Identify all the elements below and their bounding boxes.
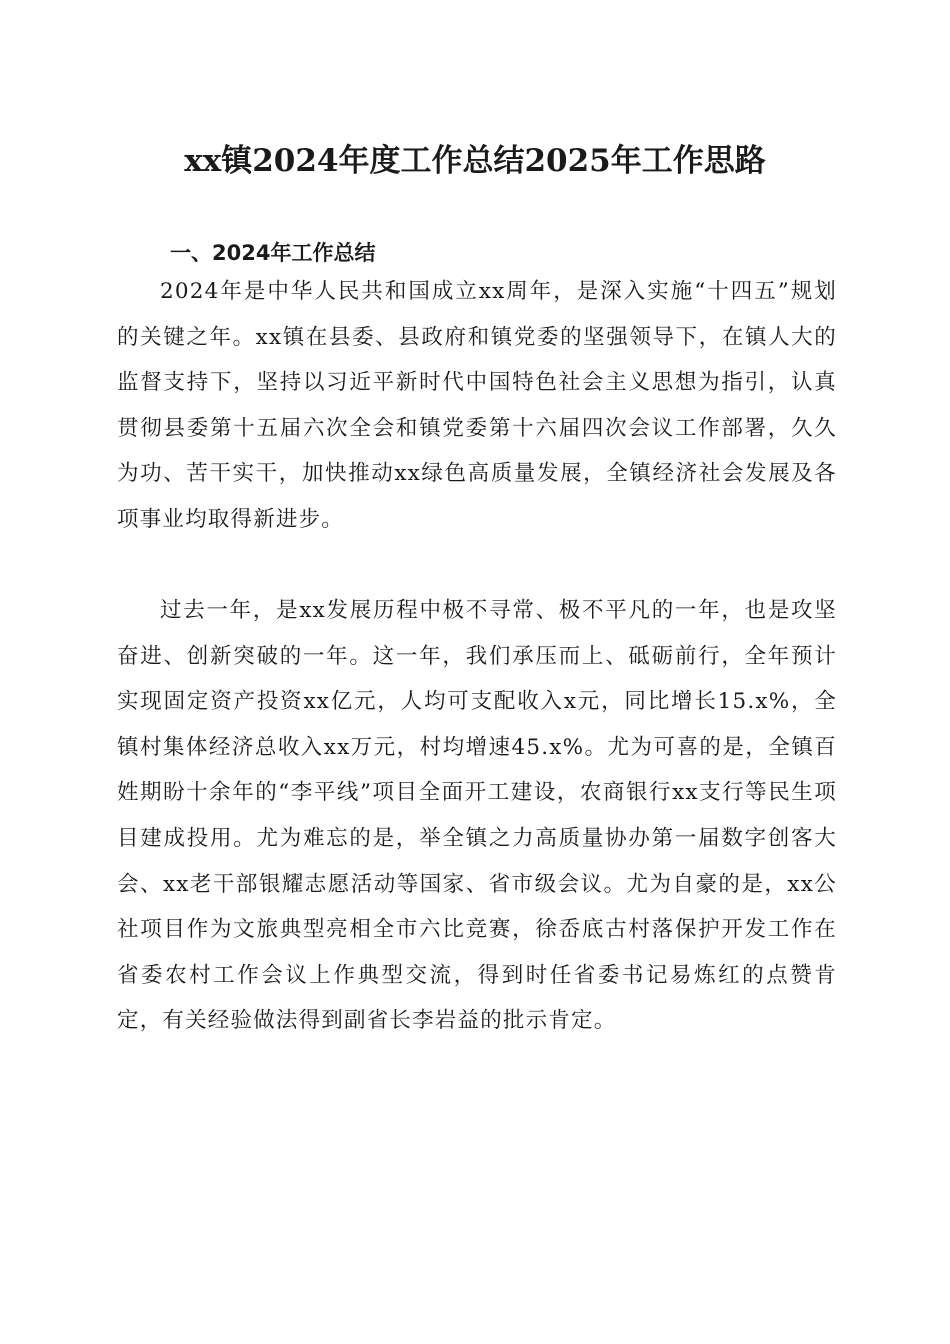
document-title: xx镇2024年度工作总结2025年工作思路: [184, 143, 766, 179]
paragraph-2: 过去一年，是xx发展历程中极不寻常、极不平凡的一年，也是攻坚奋进、创新突破的一年。这一年，我们承压而上、砥砺前行，全年预计实现固定资产投资xx亿元，人均可支配收入x元，同比增长15.x%，全镇村集体经济总收入xx万元，村均增速45.x%。尤为可喜的是，全镇百姓期盼十余年的“李平线”项目全面开工建设，农商银行xx支行等民生项目建成投用。尤为难忘的是，举全镇之力高质量协办第一届数字创客大会、xx老干部银耀志愿活动等国家、省市级会议。尤为自豪的是，xx公社项目作为文旅典型亮相全市六比竞赛，徐岙底古村落保护开发工作在省委农村工作会议上作典型交流，得到时任省委书记易炼红的点赞肯定，有关经验做法得到副省长李岩益的批示肯定。: [117, 598, 837, 1034]
paragraph-1: 2024年是中华人民共和国成立xx周年，是深入实施“十四五”规划的关键之年。xx镇在县委、县政府和镇党委的坚强领导下，在镇人大的监督支持下，坚持以习近平新时代中国特色社会主义思想为指引，认真贯彻县委第十五届六次全会和镇党委第十六届四次会议工作部署，久久为功、苦干实干，加快推动xx绿色高质量发展，全镇经济社会发展及各项事业均取得新进步。: [117, 279, 837, 532]
section-heading: 一、2024年工作总结: [170, 241, 376, 265]
